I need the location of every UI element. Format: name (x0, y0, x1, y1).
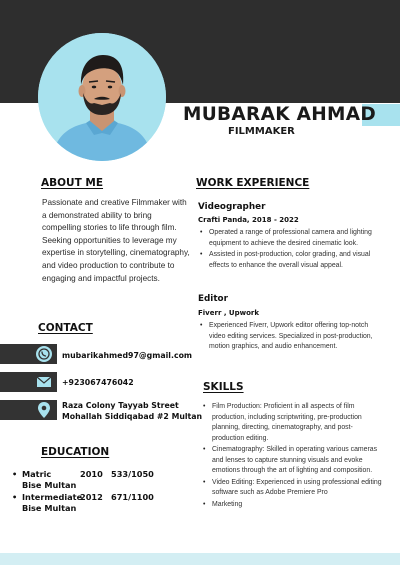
list-item: • Cinematography: Skilled in operating various cameras and lenses to capture stunning visuals and evoke emotions through the art of lighting and composition. (203, 445, 383, 477)
list-item: • Film Production: Proficient in all aspects of film production, including scriptwriting, pre-production planning, directing, cinematography, and post-production editing. (203, 402, 383, 444)
contact-heading: CONTACT (38, 322, 93, 334)
list-item: • Experienced Fiverr, Upwork editor offering top-notch video editing services. Specialized in post-production, motion graphics, and audio enhancement. (200, 321, 378, 353)
profile-name: MUBARAK AHMAD (183, 104, 376, 125)
contact-address (62, 400, 202, 422)
footer-band (0, 553, 400, 565)
education-heading: EDUCATION (41, 446, 110, 458)
education-year: 2012 (80, 492, 103, 502)
about-heading: ABOUT ME (41, 177, 104, 189)
contact-phone[interactable]: +923067476042 (62, 378, 134, 387)
list-item: • Marketing (203, 500, 383, 511)
education-degree: Matric (22, 469, 52, 479)
education-institute: Bise Multan (22, 479, 77, 490)
education-result: 671/1100 (111, 492, 154, 502)
about-text: Passionate and creative Filmmaker with a demonstrated ability to bring compelling stories to life through film. Seeking opportunities to leverage my expertise in storytelling, cinematography, and video production to contribute to engaging and impactful projects. (42, 198, 190, 283)
list-item: • Operated a range of professional camera and lighting equipment to achieve the desired cinematic look. (200, 228, 380, 249)
job-title: Videographer (198, 202, 266, 212)
job-company: Fiverr , Upwork (198, 309, 260, 317)
skills-heading: SKILLS (203, 381, 244, 393)
address-line-2: Mohallah Siddiqabad #2 Multan (62, 412, 203, 421)
education-year: 2010 (80, 469, 103, 479)
education-result: 533/1050 (111, 469, 154, 479)
location-pin-icon (35, 401, 53, 419)
address-line-1: Raza Colony Tayyab Street (62, 401, 179, 410)
skills-list (203, 402, 383, 511)
person-portrait-icon (38, 33, 166, 161)
job-points (200, 228, 380, 272)
job-title: Editor (198, 294, 228, 304)
job-points (200, 321, 378, 354)
profile-photo (38, 33, 166, 161)
education-institute: Bise Multan (22, 502, 77, 513)
mail-icon (35, 373, 53, 391)
profile-role: FILMMAKER (228, 126, 295, 137)
experience-heading: WORK EXPERIENCE (196, 177, 310, 189)
education-degree: Intermediate (22, 492, 83, 502)
list-item: • Assisted in post-production, color grading, and visual effects to enhance the overall visual appeal. (200, 250, 380, 271)
whatsapp-icon (35, 345, 53, 363)
list-item: • Video Editing: Experienced in using professional editing software such as Adobe Premiere Pro (203, 478, 383, 499)
job-company: Crafti Panda, 2018 - 2022 (198, 216, 299, 224)
contact-email[interactable]: mubarikahmed97@gmail.com (62, 351, 193, 360)
